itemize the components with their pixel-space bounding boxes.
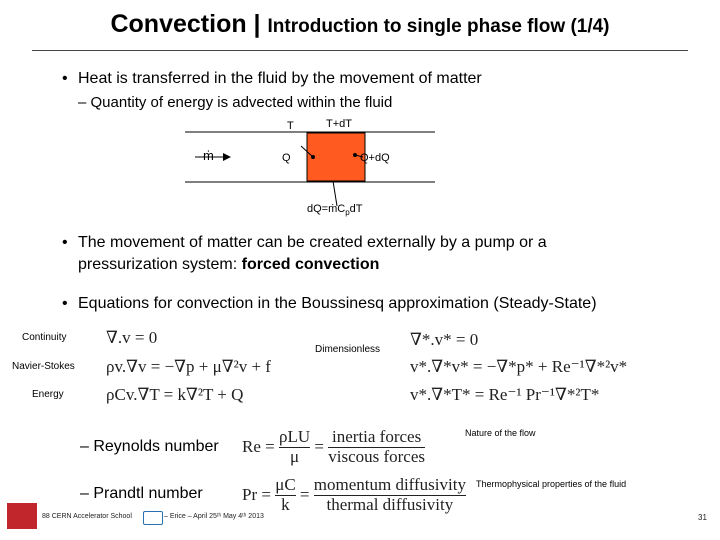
label-mass-flow: ṁ (203, 148, 214, 163)
footer-right: – Erice – April 25ᵗʰ May 4ᵗʰ 2013 (164, 513, 264, 520)
dq-subscript: p (345, 208, 350, 218)
prandtl-number-label: – Prandtl number (80, 485, 203, 502)
title-main: Convection | (110, 10, 268, 38)
bullet-3-text: Equations for convection in the Boussinesq approximation (Steady-State) (78, 295, 597, 312)
re-numerator: ρLU (278, 427, 311, 446)
sub-bullet-advection: – Quantity of energy is advected within the fluid (78, 94, 393, 111)
label-q: Q (282, 152, 291, 164)
eq-navier-stokes-dimensionless: v*.∇*v* = −∇*p* + Re⁻¹∇*²v* (410, 357, 628, 376)
qdq-dot (353, 153, 357, 157)
re-ratio (328, 428, 425, 466)
footer-left: 88 CERN Accelerator School (42, 513, 132, 520)
bullet-forced-convection: • The movement of matter can be created externally by a pump or a (62, 234, 547, 251)
reynolds-number-label: – Reynolds number (80, 438, 219, 455)
pr-ratio (314, 476, 466, 514)
label-t-plus-dt: T+dT (326, 118, 352, 130)
pr-numerator: μC (275, 475, 296, 494)
note-thermophysical: Thermophysical properties of the fluid (476, 479, 627, 489)
pr-lhs: Pr = (242, 485, 271, 505)
eq-energy: ρCv.∇T = k∇²T + Q (106, 385, 244, 404)
label-continuity: Continuity (22, 332, 67, 343)
pr-equals: = (299, 485, 310, 505)
pr-fraction (275, 476, 295, 514)
pr-denominator: k (275, 495, 295, 515)
eq-energy-dimensionless: v*.∇*T* = Re⁻¹ Pr⁻¹∇*²T* (410, 385, 600, 404)
title-sub: Introduction to single phase flow (1/4) (267, 16, 610, 37)
bullet-2-line-2 (78, 256, 379, 274)
bullet-heat-transfer: • Heat is transferred in the fluid by the movement of matter (62, 70, 482, 87)
reynolds-formula (242, 428, 425, 466)
prandtl-formula (242, 476, 466, 514)
control-volume-box (307, 133, 365, 181)
label-dq-equation (307, 203, 363, 217)
page-number: 31 (698, 513, 707, 522)
label-t: T (287, 120, 294, 132)
flow-arrow-head (223, 153, 231, 161)
pr-ratio-denominator: thermal diffusivity (314, 495, 466, 515)
dq-tail: dT (349, 203, 363, 215)
slide-title (0, 10, 720, 39)
re-fraction (279, 428, 310, 466)
title-divider (32, 50, 688, 51)
re-ratio-numerator: inertia forces (332, 427, 422, 446)
cern-logo (7, 503, 37, 529)
bullet-boussinesq: • Equations for convection in the Boussinesq approximation (Steady-State) (62, 295, 597, 312)
label-q-plus-dq: Q+dQ (360, 152, 390, 164)
dq-text: dQ=ṁC (307, 203, 346, 215)
bullet-2-pre: pressurization system: (78, 256, 242, 273)
note-nature-of-flow: Nature of the flow (465, 428, 536, 438)
school-logo (143, 511, 163, 525)
bullet-2-bold: forced convection (241, 256, 380, 273)
eq-continuity-dimensionless: ∇*.v* = 0 (410, 330, 479, 349)
label-dimensionless: Dimensionless (315, 344, 381, 355)
re-lhs: Re = (242, 437, 275, 457)
q-dot (311, 155, 315, 159)
bullet-1-text: Heat is transferred in the fluid by the movement of matter (78, 70, 482, 87)
bullet-2-line-1: The movement of matter can be created externally by a pump or a (78, 234, 547, 251)
eq-navier-stokes: ρv.∇v = −∇p + μ∇²v + f (106, 357, 271, 376)
re-equals: = (314, 437, 324, 457)
eq-continuity: ∇.v = 0 (106, 328, 158, 347)
label-navier-stokes: Navier-Stokes (12, 361, 75, 372)
label-energy: Energy (32, 389, 64, 400)
re-denominator: μ (279, 447, 310, 467)
re-ratio-denominator: viscous forces (328, 446, 426, 466)
pr-ratio-numerator: momentum diffusivity (313, 475, 466, 494)
